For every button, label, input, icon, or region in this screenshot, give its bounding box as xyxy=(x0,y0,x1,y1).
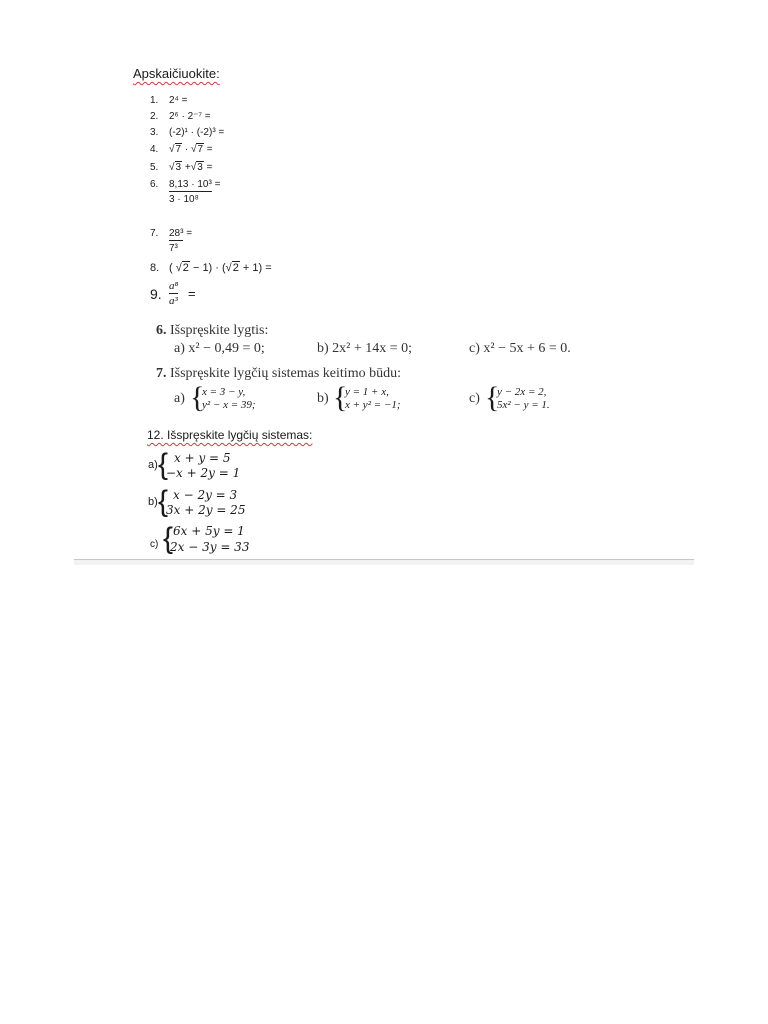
list-item-7: 7. 28³ = 7³ xyxy=(150,228,193,254)
section-12-system-c: c) { 6x + 5y = 1 2x − 3y = 33 xyxy=(150,522,250,555)
list-item-4: 4. √7 · √7 = xyxy=(150,144,213,155)
list-item-9: 9. a⁸ a³ = xyxy=(150,280,196,307)
fraction-denominator: 3 · 10⁸ xyxy=(169,194,199,205)
list-item-2: 2. 2⁶ · 2⁻⁷ = xyxy=(150,111,211,122)
fraction-numerator: 8,13 · 10³ xyxy=(169,179,212,190)
section-7-heading: 7. Išspręskite lygčių sistemas keitimo būdu: xyxy=(156,366,401,381)
list-item-5: 5. √3 +√3 = xyxy=(150,162,213,173)
section-6-eq-b: b) 2x² + 14x = 0; xyxy=(317,341,413,356)
page-bottom-band xyxy=(74,560,694,565)
page-title: Apskaičiuokite: xyxy=(133,66,220,81)
section-6-heading: 6. Išspręskite lygtis: xyxy=(156,323,269,338)
section-12-system-b: b) { x − 2y = 3 3x + 2y = 25 xyxy=(148,485,246,518)
list-item-8: 8. ( √2 − 1) · (√2 + 1) = xyxy=(150,262,272,274)
fraction-numerator: a⁸ xyxy=(169,280,179,292)
fraction-denominator: a³ xyxy=(169,295,178,307)
section-7-system-a: a) { x = 3 − y, y² − x = 39; xyxy=(174,381,256,414)
section-7-system-c: c) { y − 2x = 2, 5x² − y = 1. xyxy=(469,381,550,414)
list-item-6: 6. 8,13 · 10³ = 3 · 10⁸ xyxy=(150,179,221,205)
section-12-heading: 12. Išspręskite lygčių sistemas: xyxy=(147,428,313,442)
list-item-1: 1. 2⁴ = xyxy=(150,95,188,106)
section-6-eq-a: a) x² − 0,49 = 0; xyxy=(174,341,265,356)
list-item-3: 3. (-2)¹ · (-2)³ = xyxy=(150,127,225,138)
fraction-denominator: 7³ xyxy=(169,243,178,254)
section-6-eq-c: c) x² − 5x + 6 = 0. xyxy=(469,341,571,356)
section-7-system-b: b) { y = 1 + x, x + y² = −1; xyxy=(317,381,401,414)
section-12-system-a: a) { x + y = 5 −x + 2y = 1 xyxy=(148,448,241,481)
fraction-numerator: 28³ xyxy=(169,228,184,239)
